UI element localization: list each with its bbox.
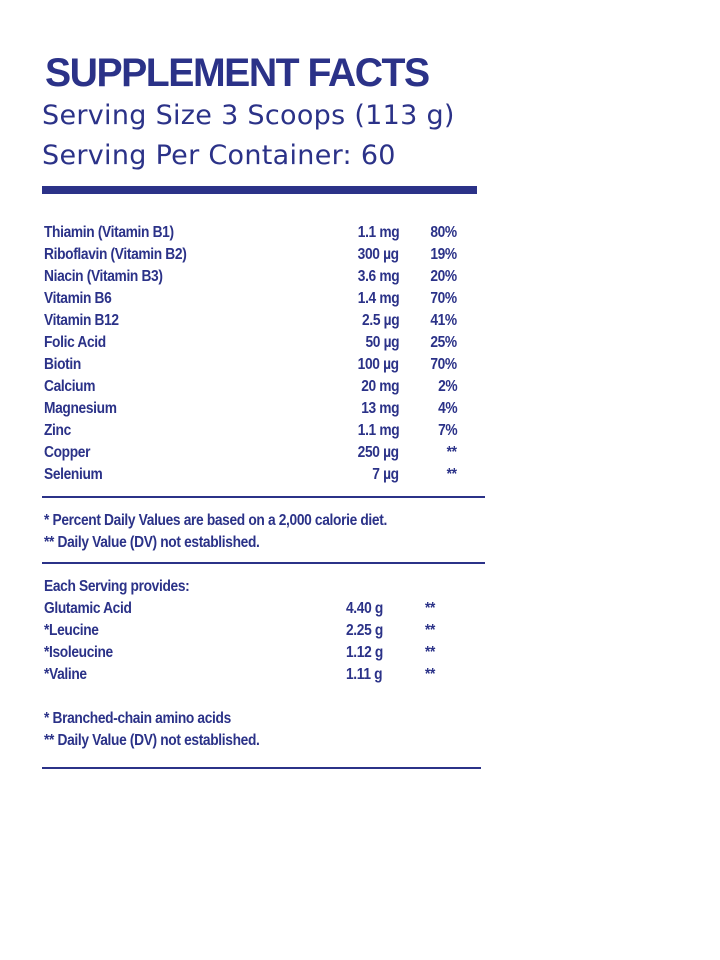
table-row bbox=[44, 332, 484, 354]
nutrient-dv: ** bbox=[446, 444, 457, 461]
nutrient-amount: 7 µg bbox=[372, 466, 399, 483]
table-row bbox=[44, 642, 484, 664]
nutrient-dv: 70% bbox=[430, 290, 457, 307]
table-row bbox=[44, 354, 484, 376]
table-row bbox=[44, 244, 484, 266]
table-row bbox=[44, 266, 484, 288]
divider-1 bbox=[42, 496, 485, 498]
table-row bbox=[44, 420, 484, 442]
nutrient-table bbox=[44, 222, 484, 486]
nutrient-dv: 80% bbox=[430, 224, 457, 241]
amino-acid-table bbox=[44, 598, 484, 686]
servings-per-container: Serving Per Container: 60 bbox=[42, 140, 396, 171]
amino-dv: ** bbox=[425, 622, 436, 639]
table-row bbox=[44, 310, 484, 332]
table-row bbox=[44, 464, 484, 486]
amino-dv: ** bbox=[425, 644, 436, 661]
amino-amount: 1.11 g bbox=[346, 666, 383, 683]
thick-divider bbox=[42, 186, 477, 194]
nutrient-amount: 20 mg bbox=[360, 378, 399, 395]
amino-name: *Leucine bbox=[44, 622, 99, 639]
nutrient-name: Biotin bbox=[44, 356, 81, 373]
amino-amount: 2.25 g bbox=[346, 622, 383, 639]
amino-name: Glutamic Acid bbox=[44, 600, 132, 617]
nutrient-dv: 7% bbox=[437, 422, 457, 439]
amino-dv: ** bbox=[425, 666, 436, 683]
nutrient-name: Selenium bbox=[44, 466, 103, 483]
nutrient-name: Zinc bbox=[44, 422, 71, 439]
footnote-dv-not-established: ** Daily Value (DV) not established. bbox=[44, 534, 260, 551]
nutrient-dv: ** bbox=[446, 466, 457, 483]
nutrient-name: Vitamin B6 bbox=[44, 290, 112, 307]
nutrient-amount: 3.6 mg bbox=[357, 268, 399, 285]
nutrient-amount: 300 µg bbox=[357, 246, 399, 263]
nutrient-name: Copper bbox=[44, 444, 91, 461]
nutrient-name: Niacin (Vitamin B3) bbox=[44, 268, 163, 285]
nutrient-name: Vitamin B12 bbox=[44, 312, 119, 329]
table-row bbox=[44, 620, 484, 642]
nutrient-amount: 100 µg bbox=[357, 356, 399, 373]
nutrient-amount: 250 µg bbox=[357, 444, 399, 461]
nutrient-dv: 4% bbox=[437, 400, 457, 417]
nutrient-name: Magnesium bbox=[44, 400, 117, 417]
nutrient-name: Folic Acid bbox=[44, 334, 106, 351]
amino-amount: 1.12 g bbox=[346, 644, 383, 661]
serving-size: Serving Size 3 Scoops (113 g) bbox=[42, 100, 455, 131]
nutrient-amount: 2.5 µg bbox=[361, 312, 399, 329]
nutrient-dv: 41% bbox=[430, 312, 457, 329]
amino-name: *Valine bbox=[44, 666, 87, 683]
amino-amount: 4.40 g bbox=[346, 600, 383, 617]
nutrient-name: Riboflavin (Vitamin B2) bbox=[44, 246, 187, 263]
nutrient-dv: 25% bbox=[430, 334, 457, 351]
nutrient-name: Calcium bbox=[44, 378, 96, 395]
nutrient-amount: 50 µg bbox=[365, 334, 399, 351]
nutrient-amount: 1.4 mg bbox=[357, 290, 399, 307]
amino-dv: ** bbox=[425, 600, 436, 617]
table-row bbox=[44, 442, 484, 464]
table-row bbox=[44, 288, 484, 310]
supplement-facts-panel bbox=[42, 50, 487, 176]
nutrient-name: Thiamin (Vitamin B1) bbox=[44, 224, 174, 241]
amino-name: *Isoleucine bbox=[44, 644, 113, 661]
table-row bbox=[44, 376, 484, 398]
panel-title: SUPPLEMENT FACTS bbox=[44, 51, 429, 95]
table-row bbox=[44, 222, 484, 244]
table-row bbox=[44, 664, 484, 686]
footnote-bcaa: * Branched-chain amino acids bbox=[44, 710, 231, 727]
table-row bbox=[44, 598, 484, 620]
serving-provides-heading: Each Serving provides: bbox=[44, 578, 190, 595]
nutrient-amount: 1.1 mg bbox=[357, 422, 399, 439]
table-row bbox=[44, 398, 484, 420]
nutrient-dv: 2% bbox=[437, 378, 457, 395]
divider-3 bbox=[42, 767, 481, 769]
nutrient-amount: 13 mg bbox=[360, 400, 399, 417]
nutrient-dv: 20% bbox=[430, 268, 457, 285]
divider-2 bbox=[42, 562, 485, 564]
nutrient-dv: 19% bbox=[430, 246, 457, 263]
footnote-dv-basis: * Percent Daily Values are based on a 2,000 calorie diet. bbox=[44, 512, 387, 529]
footnote-dv-not-established-2: ** Daily Value (DV) not established. bbox=[44, 732, 260, 749]
nutrient-dv: 70% bbox=[430, 356, 457, 373]
nutrient-amount: 1.1 mg bbox=[357, 224, 399, 241]
